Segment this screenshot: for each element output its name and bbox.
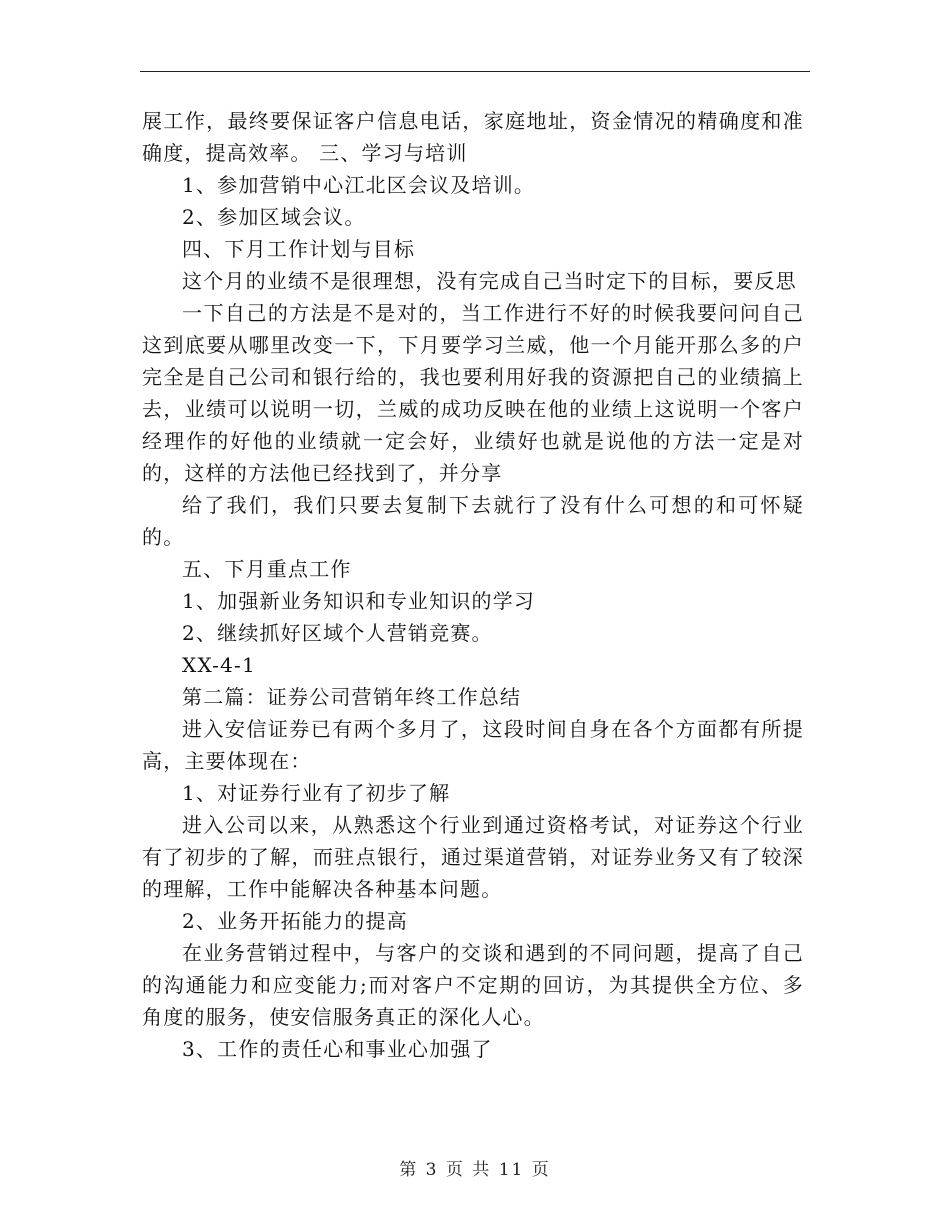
section-heading: 五、下月重点工作 bbox=[182, 557, 352, 581]
paragraph: 展工作，最终要保证客户信息电话，家庭地址，资金情况的精确度和准确度，提高效率。 三、学习与培训 bbox=[142, 109, 804, 165]
paragraph: 2、继续抓好区域个人营销竞赛。 bbox=[182, 621, 493, 645]
section-heading: 1、对证券行业有了初步了解 bbox=[182, 781, 451, 805]
paragraph: 2、参加区域会议。 bbox=[182, 205, 366, 229]
date-line: XX-4-1 bbox=[182, 653, 256, 677]
header-rule bbox=[140, 71, 810, 72]
paragraph: 进入公司以来，从熟悉这个行业到通过资格考试，对证券这个行业有了初步的了解，而驻点银行，通过渠道营销，对证券业务又有了较深的理解，工作中能解决各种基本问题。 bbox=[142, 813, 804, 901]
paragraph: 在业务营销过程中，与客户的交谈和遇到的不同问题，提高了自己的沟通能力和应变能力;而对客户不定期的回访，为其提供全方位、多角度的服务，使安信服务真正的深化人心。 bbox=[142, 941, 804, 1029]
chapter-title: 第二篇：证券公司营销年终工作总结 bbox=[182, 685, 522, 709]
paragraph: 这个月的业绩不是很理想，没有完成自己当时定下的目标，要反思 bbox=[182, 269, 797, 293]
paragraph: 1、加强新业务知识和专业知识的学习 bbox=[182, 589, 536, 613]
document-body bbox=[142, 105, 804, 1065]
paragraph: 进入安信证券已有两个多月了，这段时间自身在各个方面都有所提高，主要体现在： bbox=[142, 717, 804, 773]
paragraph: 一下自己的方法是不是对的，当工作进行不好的时候我要问问自己这到底要从哪里改变一下，下月要学习兰威，他一个月能开那么多的户完全是自己公司和银行给的，我也要利用好我的资源把自己的业绩搞上去，业绩可以说明一切，兰威的成功反映在他的业绩上这说明一个客户经理作的好他的业绩就一定会好，业绩好也就是说他的方法一定是对的，这样的方法他已经找到了，并分享 bbox=[142, 301, 804, 485]
section-heading: 3、工作的责任心和事业心加强了 bbox=[182, 1037, 493, 1061]
paragraph: 1、参加营销中心江北区会议及培训。 bbox=[182, 173, 536, 197]
page-number: 第 3 页 共 11 页 bbox=[399, 1160, 551, 1180]
paragraph: 给了我们，我们只要去复制下去就行了没有什么可想的和可怀疑的。 bbox=[142, 493, 804, 549]
section-heading: 2、业务开拓能力的提高 bbox=[182, 909, 408, 933]
section-heading: 四、下月工作计划与目标 bbox=[182, 237, 416, 261]
